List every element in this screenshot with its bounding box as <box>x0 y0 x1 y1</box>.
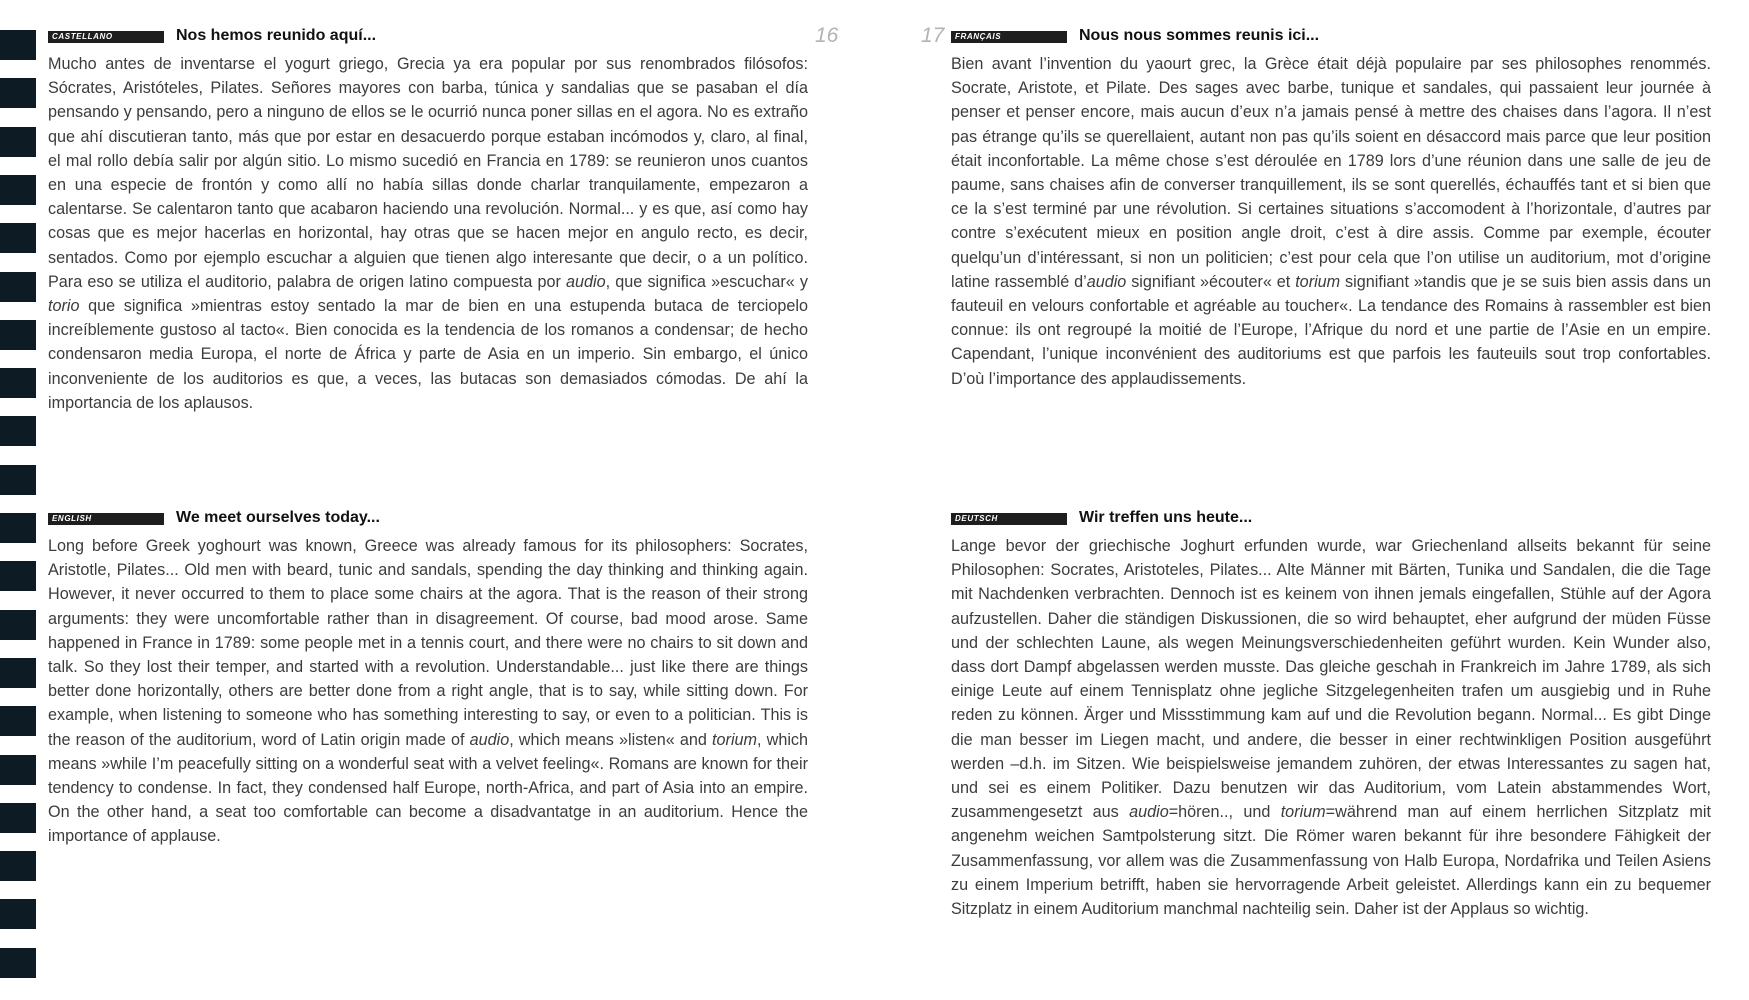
italic-term: audio <box>566 272 606 291</box>
italic-term: torium <box>1295 272 1341 291</box>
edge-index-block <box>0 272 36 302</box>
page-number-left: 16 <box>815 24 839 47</box>
edge-index-strip <box>0 30 36 990</box>
page-number-right: 17 <box>921 24 945 47</box>
section-francais <box>951 28 1711 391</box>
section-deutsch <box>951 510 1711 921</box>
edge-index-block <box>0 803 36 833</box>
italic-term: audio <box>1086 272 1127 291</box>
edge-index-block <box>0 513 36 543</box>
edge-index-block <box>0 368 36 398</box>
edge-index-block <box>0 561 36 591</box>
italic-term: torium <box>712 730 758 749</box>
section-title: We meet ourselves today... <box>176 509 380 526</box>
italic-term: audio <box>469 730 510 749</box>
edge-index-block <box>0 899 36 929</box>
language-tag: FRANÇAIS <box>951 31 1063 43</box>
italic-term: torio <box>48 297 80 316</box>
section-body: Lange bevor der griechische Joghurt erfunden wurde, war Griechenland allseits bekannt für seine Philosophen: Socrates, Aristoteles, Pilates... Alte Männer mit Bärten, Tunika und Sandalen, die die Tage mit Nachdenken verbrachten. Dennoch ist es keinem von ihnen jemals eingefallen, Stühle auf der Agora aufzustellen. Daher die ständigen Diskussionen, die so wird behauptet, eher aufgrund der müden Füsse und der schlechten Laune, als wegen Meinungsverschiedenheiten geführt wurden. Kein Wunder also, dass dort Dampf abgelassen werden musste. Das gleiche geschah in Frankreich im Jahre 1789, als sich einige Leute auf einem Tennisplatz ohne jegliche Sitzgelegenheiten trafen um ausgiebig und in Ruhe reden zu können. Ärger und Missstimmung kam auf und die Revolution begann. Normal... Es gibt Dinge die man besser im Liegen macht, und andere, die besser in einer rechtwinkligen Position ausgeführt werden –d.h. im Sitzen. Wie beispielsweise jemandem zuhören, der etwas Interessantes zu sagen hat, und sei es einem Politiker. Dazu benutzen wir das Auditorium, vom Latein abstammendes Wort, zusammengesetzt aus audio=hören.., und torium=während man auf einem herrlichen Sitzplatz mit angenehm weichen Samtpolsterung sitzt. Die Römer waren bekannt für ihre besondere Fähigkeit der Zusammenfassung, vor allem was die Zusammenfassung von Halb Europa, Nordafrika und Teilen Asiens zu einem Imperium betrifft, haben sie hervorragende Arbeit geleistet. Allerdings kann ein zu bequemer Sitzplatz in einem Auditorium manchmal nachteilig sein. Daher ist der Applaus so wichtig. <box>951 537 1711 919</box>
language-tag-bar <box>1063 31 1067 43</box>
edge-index-block <box>0 610 36 640</box>
edge-index-block <box>0 223 36 253</box>
section-body: Bien avant l’invention du yaourt grec, la Grèce était déjà populaire par ses philosophes renommés. Socrate, Aristote, et Pilate. Des sages avec barbe, tunique et sandales, qui passaient leur journée à penser et penser encore, mais aucun d’eux n’a jamais pensé à mettre des chaises dans l’agora. Il n’est pas étrange qu’ils se querellaient, autant non pas qu’ils soient en désaccord mais parce que leur position était inconfortable. La même chose s’est déroulée en 1789 lors d’une réunion dans une salle de jeu de paume, sans chaises afin de converser tranquillement, ils se sont querellés, échauffés tant et si bien que ce la s’est terminé par une révolution. Si certaines situations s’accomodent à l’horizontale, d’autres par contre s’exécutent mieux en position angle droit, c’est à dire assis. Comme par exemple, écouter quelqu’un d’intéressant, si non un politicien; c’est pour cela que l’on utilise un auditorium, mot d’origine latine rassemblé d’audio signifiant »écouter« et torium signifiant »tandis que je se suis bien assis dans un fauteuil en velours confortable et agréable au toucher«. La tendance des Romains à rassembler est bien connue: ils ont regroupé la moitié de l’Europe, l’Afrique du nord et une partie de l’Asie en un empire. Capendant, l’unique inconvénient des auditoriums est que parfois les fauteuils sout trop confortables. D’où l’importance des applaudissements. <box>951 55 1712 388</box>
language-tag: CASTELLANO <box>48 31 160 43</box>
section-header <box>48 28 808 52</box>
language-tag-bar <box>160 31 164 43</box>
language-tag-bar <box>1063 513 1067 525</box>
section-english <box>48 510 808 849</box>
section-header <box>48 510 808 534</box>
edge-index-block <box>0 320 36 350</box>
edge-index-block <box>0 851 36 881</box>
edge-index-block <box>0 127 36 157</box>
italic-term: audio <box>1129 803 1169 822</box>
section-body: Long before Greek yoghourt was known, Greece was already famous for its philosophers: Socrates, Aristotle, Pilates... Old men with beard, tunic and sandals, spending the day thinking and thinking again. However, it never occurred to them to place some chairs at the agora. That is the reason of their strong arguments: they were uncomfortable rather than in disagreement. Of course, bad mood arose. Same happened in France in 1789: some people met in a tennis court, and there were no chairs to sit down and talk. So they lost their temper, and started with a revolution. Understandable... just like there are things better done horizontally, others are better done from a right angle, that is to say, while sitting down. For example, when listening to someone who has something interesting to say, or even to a politician. This is the reason of the auditorium, word of Latin origin made of audio, which means »listen« and torium, which means »while I’m peacefully sitting on a wonderful seat with a velvet feeling«. Romans are known for their tendency to condense. In fact, they condensed half Europe, north-Africa, and part of Asia into an empire. On the other hand, a seat too comfortable can become a disadvantatge in an auditorium. Hence the importance of applause. <box>48 537 809 846</box>
edge-index-block <box>0 416 36 446</box>
section-body: Mucho antes de inventarse el yogurt griego, Grecia ya era popular por sus renombrados filósofos: Sócrates, Aristóteles, Pilates. Señores mayores con barba, túnica y sandalias que se pasaban el día pensando y pensando, pero a ninguno de ellos se le ocurrió nunca poner sillas en el agora. No es extraño que ahí discutieran tanto, más que por estar en desacuerdo porque estaban incómodos y, claro, al final, el mal rollo debía salir por algún sitio. Lo mismo sucedió en Francia en 1789: se reunieron unos cuantos en una especie de frontón y como allí no había sillas donde charlar tranquilamente, empezaron a calentarse. Se calentaron tanto que acabaron haciendo una revolución. Normal... y es que, así como hay cosas que es mejor hacerlas en horizontal, hay otras que se hacen mejor en angulo recto, es decir, sentados. Como por ejemplo escuchar a alguien que tienen algo interesante que decir, o a un político. Para eso se utiliza el auditorio, palabra de origen latino compuesta por audio, que significa »escuchar« y torio que significa »mientras estoy sentado la mar de bien en una estupenda butaca de terciopelo increíblemente gustoso al tacto«. Bien conocida es la tendencia de los romanos a condensar; de hecho condensaron media Europa, el norte de África y parte de Asia en un imperio. Sin embargo, el único inconveniente de los auditorios es que, a veces, las butacas son demasiados cómodas. De ahí la importancia de los aplausos. <box>48 55 809 412</box>
edge-index-block <box>0 755 36 785</box>
edge-index-block <box>0 658 36 688</box>
language-tag: DEUTSCH <box>951 513 1063 525</box>
language-tag-bar <box>160 513 164 525</box>
section-header <box>951 28 1711 52</box>
edge-index-block <box>0 30 36 60</box>
language-tag: ENGLISH <box>48 513 160 525</box>
edge-index-block <box>0 465 36 495</box>
section-title: Wir treffen uns heute... <box>1079 509 1253 526</box>
edge-index-block <box>0 78 36 108</box>
edge-index-block <box>0 706 36 736</box>
edge-index-block <box>0 175 36 205</box>
section-header <box>951 510 1711 534</box>
section-title: Nous nous sommes reunis ici... <box>1079 27 1320 44</box>
section-title: Nos hemos reunido aquí... <box>176 27 377 44</box>
italic-term: torium <box>1280 803 1326 822</box>
edge-index-block <box>0 948 36 978</box>
section-castellano <box>48 28 808 415</box>
